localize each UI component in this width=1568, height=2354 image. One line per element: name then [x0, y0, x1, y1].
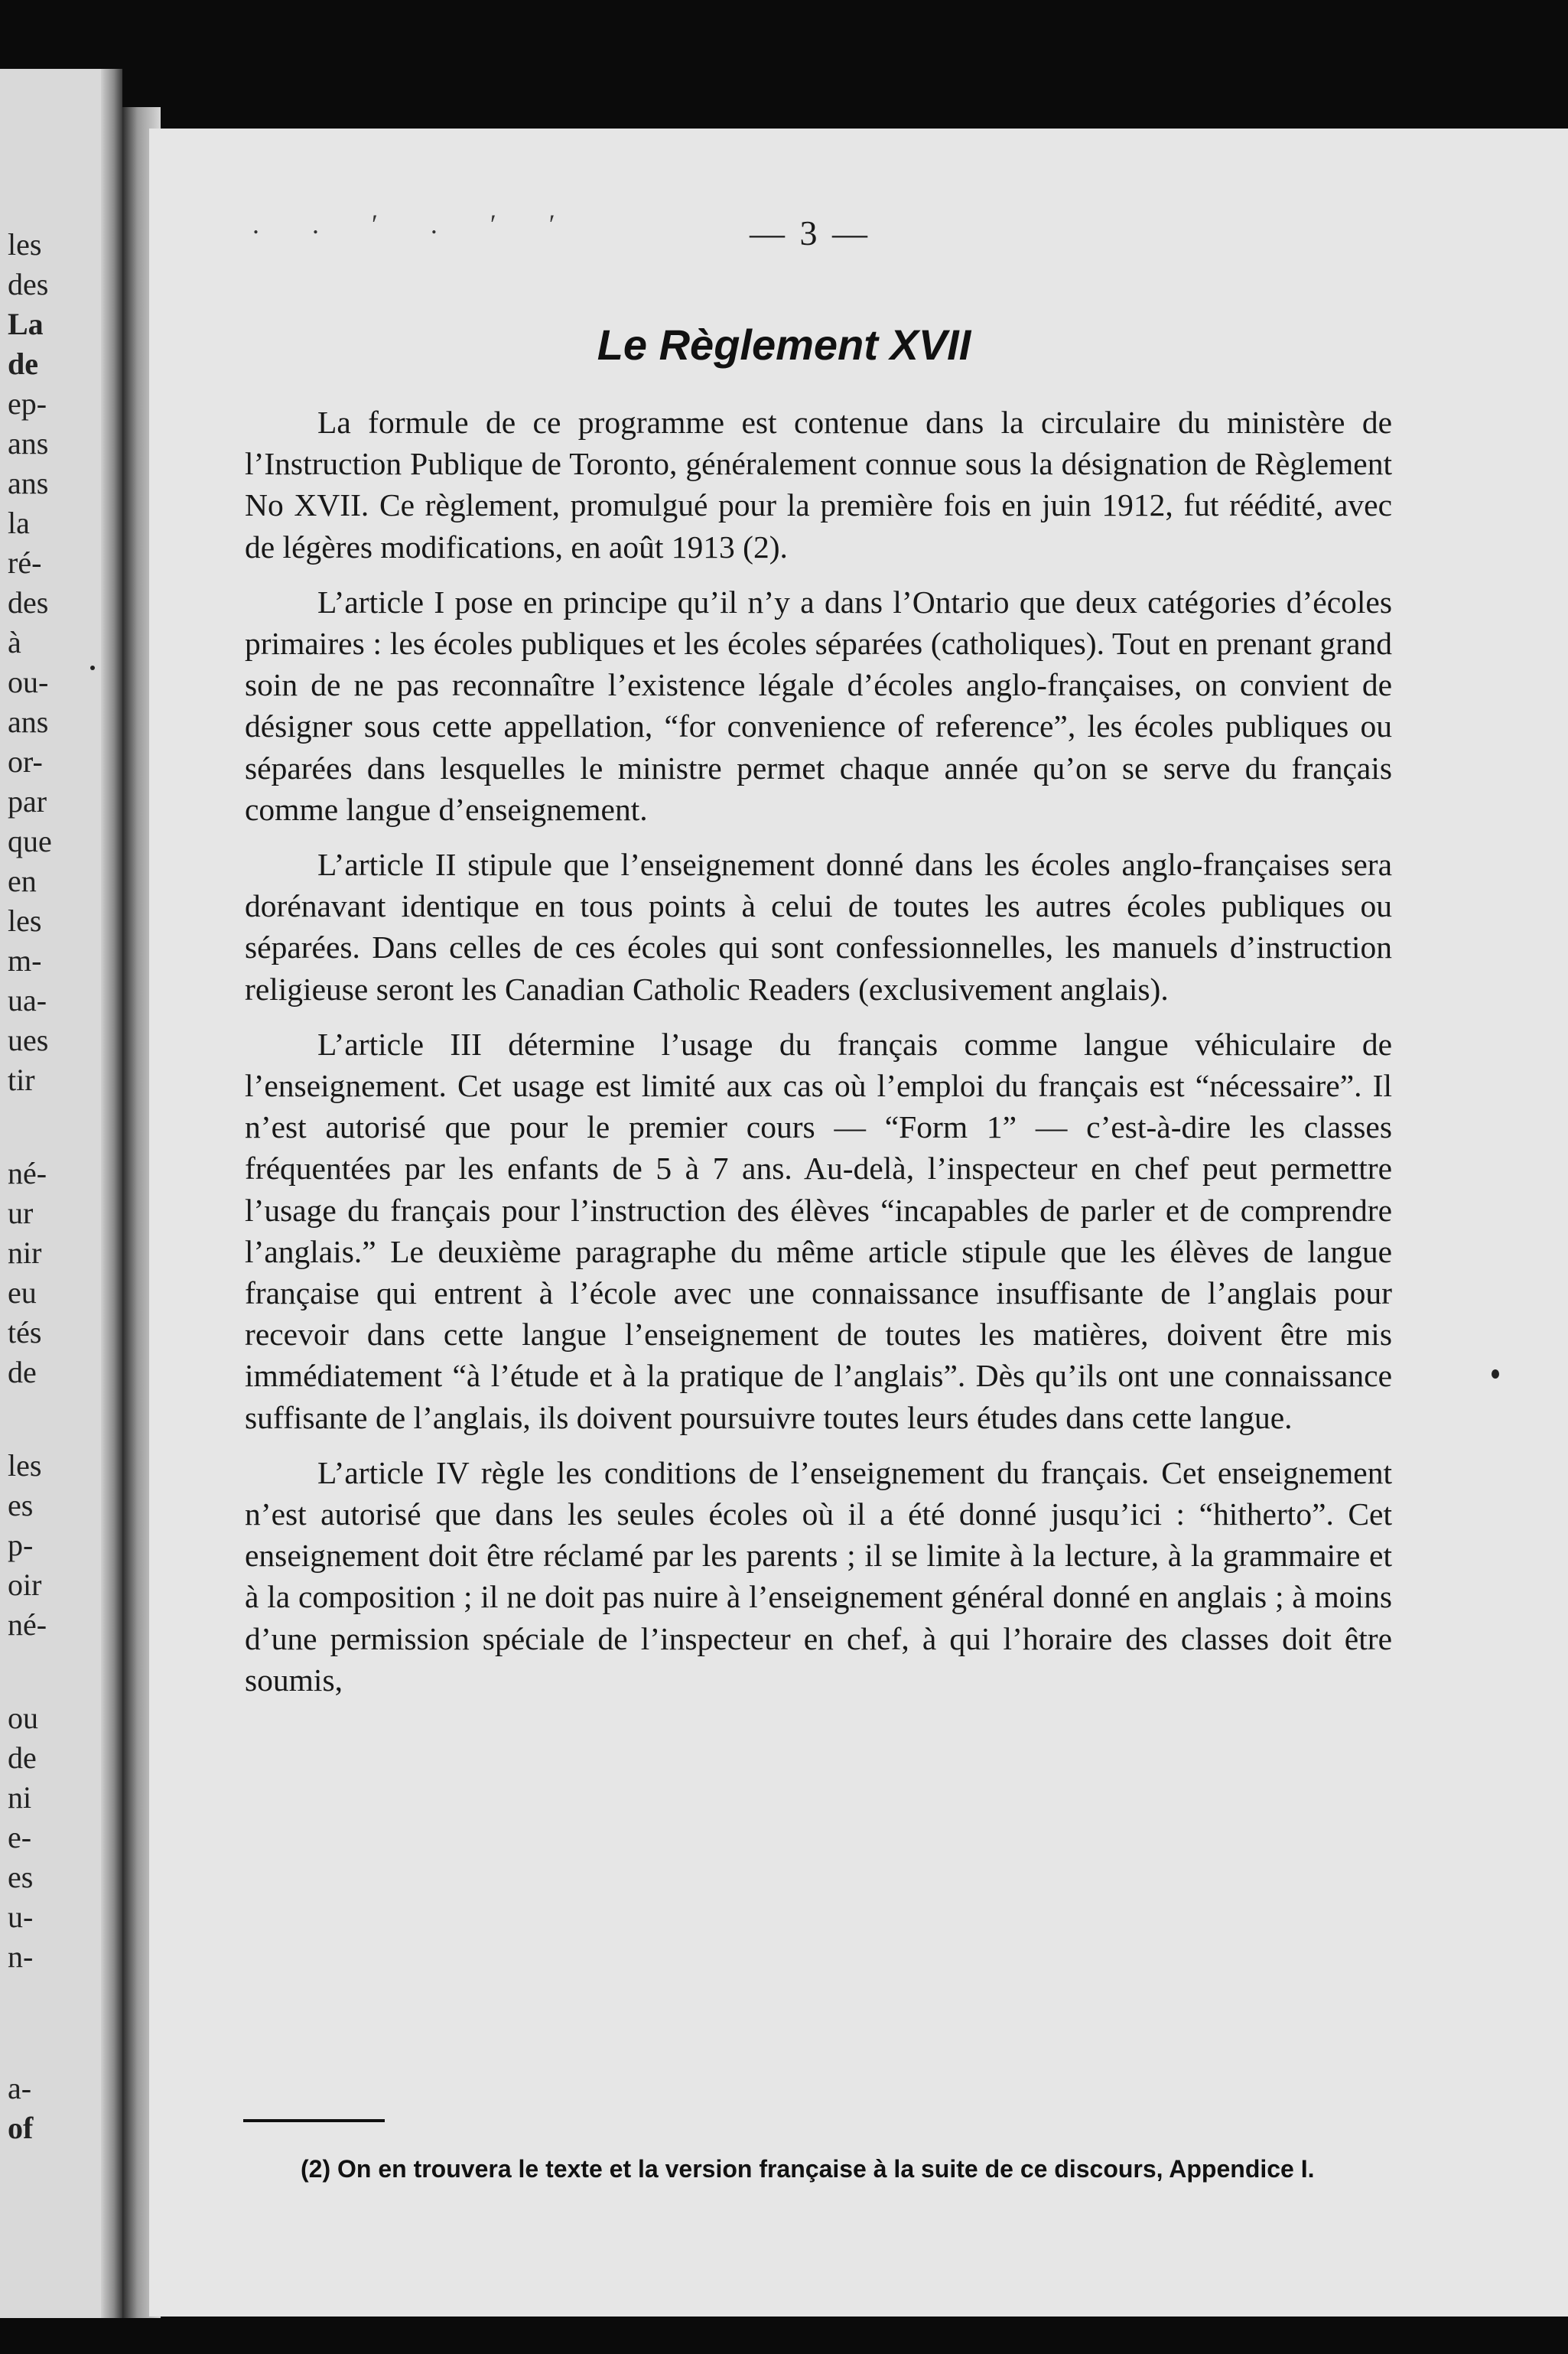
left-page-fragment: les — [8, 227, 42, 262]
left-page-fragment: des — [8, 585, 49, 620]
left-page-fragment: la — [8, 506, 30, 540]
left-page-fragment: La — [8, 307, 44, 341]
page-title: Le Règlement XVII — [597, 321, 971, 369]
page-number: — 3 — — [750, 213, 870, 252]
left-page-fragment: ans — [8, 426, 49, 461]
left-page-fragment: ou- — [8, 665, 49, 699]
left-page-fragment: de — [8, 1740, 37, 1775]
left-page-fragment: par — [8, 784, 47, 819]
left-page-fragment: de — [8, 1355, 37, 1389]
left-page-fragment: ur — [8, 1196, 34, 1230]
footnote-rule — [243, 2119, 385, 2122]
left-page-fragment: es — [8, 1488, 34, 1522]
left-page-fragment: ues — [8, 1023, 49, 1057]
left-page-fragment: à — [8, 625, 21, 659]
left-page-fragment: u- — [8, 1900, 34, 1934]
left-page-fragment: né- — [8, 1156, 47, 1190]
left-page-fragment: de — [8, 347, 38, 381]
left-page-fragment: or- — [8, 744, 43, 779]
left-page-fragment: que — [8, 824, 52, 858]
left-page-fragment: ni — [8, 1780, 32, 1815]
paragraph: L’article I pose en principe qu’il n’y a dans l’Ontario que deux catégories d’écoles primaires : les écoles publiques et les écoles séparées (catholiques). Tout en prenant grand soin de ne pas reconnaître l’existence légale d’écoles anglo-françaises, on convient de désigner sous cette appellation, “for convenience of reference”, les écoles publiques ou séparées dans lesquelles le ministre permet chaque année qu’on se serve du français comme langue d’enseignement. — [245, 584, 1392, 827]
left-page-fragment: ep- — [8, 386, 47, 421]
left-page-fragment: es — [8, 1860, 34, 1894]
paragraph: La formule de ce programme est contenue dans la circulaire du ministère de l’Instruction Publique de Toronto, généralement connue sous la désignation de Règlement No XVII. Ce règlement, promulgué pour la première fois en juin 1912, fut réédité, avec de légères modifications, en août 1913 (2). — [245, 405, 1392, 565]
paragraph: L’article III détermine l’usage du français comme langue véhiculaire de l’enseignement. Cet usage est limité aux cas où l’emploi du français est “nécessaire”. Il n’est autorisé que pour le premier cours — “Form 1” — c’est-à-dire les classes fréquentées par les enfants de 5 à 7 ans. Au-delà, l’inspecteur en chef peut permettre l’usage du français pour l’instruction des élèves “incapables de parler et de comprendre l’anglais.” Le deuxième paragraphe du même article stipule que les élèves de langue française qui entrent à l’école avec une connaissance insuffisante de l’anglais pour recevoir dans cette langue l’enseignement de toutes les matières, doivent être mis immédiatement “à l’étude et à la pratique de l’anglais”. Dès qu’ils ont une connaissance suffisante de l’anglais, ils doivent poursuivre toutes leurs études dans cette langue. — [245, 1026, 1392, 1435]
left-page-fragment: ré- — [8, 545, 42, 580]
left-page-fragment: oir — [8, 1568, 42, 1602]
left-page-fragment: m- — [8, 943, 42, 978]
book-gutter — [101, 69, 122, 2318]
footnote — [243, 2151, 1391, 2186]
footnote-text: (2) On en trouvera le texte et la version française à la suite de ce discours, Appendice I. — [301, 2155, 1315, 2183]
margin-speck — [90, 666, 95, 670]
left-page-fragment: n- — [8, 1939, 34, 1974]
left-page-fragment: les — [8, 1448, 42, 1483]
left-page-fragment: e- — [8, 1820, 32, 1854]
left-page-fragment: ou — [8, 1701, 38, 1735]
paragraph: L’article IV règle les conditions de l’enseignement du français. Cet enseignement n’est autorisé que dans les seules écoles où il a été donné jusqu’ici : “hitherto”. Cet enseignement doit être réclamé par les parents ; il se limite à la lecture, à la grammaire et à la composition ; il ne doit pas nuire à l’enseignement général donné en anglais ; à moins d’une permission spéciale de l’inspecteur en chef, à qui l’horaire des classes doit être soumis, — [245, 1454, 1392, 1698]
left-page-fragment: ans — [8, 466, 49, 500]
left-page-fragment: en — [8, 864, 37, 898]
left-page-fragment: tir — [8, 1063, 35, 1097]
previous-page-fragment — [0, 69, 122, 2318]
left-page-fragment: tés — [8, 1315, 42, 1350]
left-page-fragment: les — [8, 904, 42, 938]
left-page-fragment: né- — [8, 1607, 47, 1642]
left-page-fragment: ua- — [8, 983, 47, 1017]
left-page-fragment: des — [8, 267, 49, 301]
left-page-fragment: ans — [8, 705, 49, 739]
print-specks: . . ′ . ′ ′ — [252, 209, 578, 239]
margin-speck — [1492, 1369, 1499, 1379]
left-page-fragment: of — [8, 2111, 34, 2145]
body-text — [245, 402, 1392, 1714]
left-page-fragment: p- — [8, 1528, 34, 1562]
left-page-fragment: a- — [8, 2071, 32, 2105]
left-page-fragment: eu — [8, 1275, 37, 1310]
paragraph: L’article II stipule que l’enseignement donné dans les écoles anglo-françaises sera dorénavant identique en tous points à celui de toutes les autres écoles publiques ou séparées. Dans celles de ces écoles qui sont confessionnelles, les manuels d’instruction religieuse seront les Canadian Catholic Readers (exclusivement anglais). — [245, 847, 1392, 1007]
left-page-fragment: nir — [8, 1236, 42, 1270]
